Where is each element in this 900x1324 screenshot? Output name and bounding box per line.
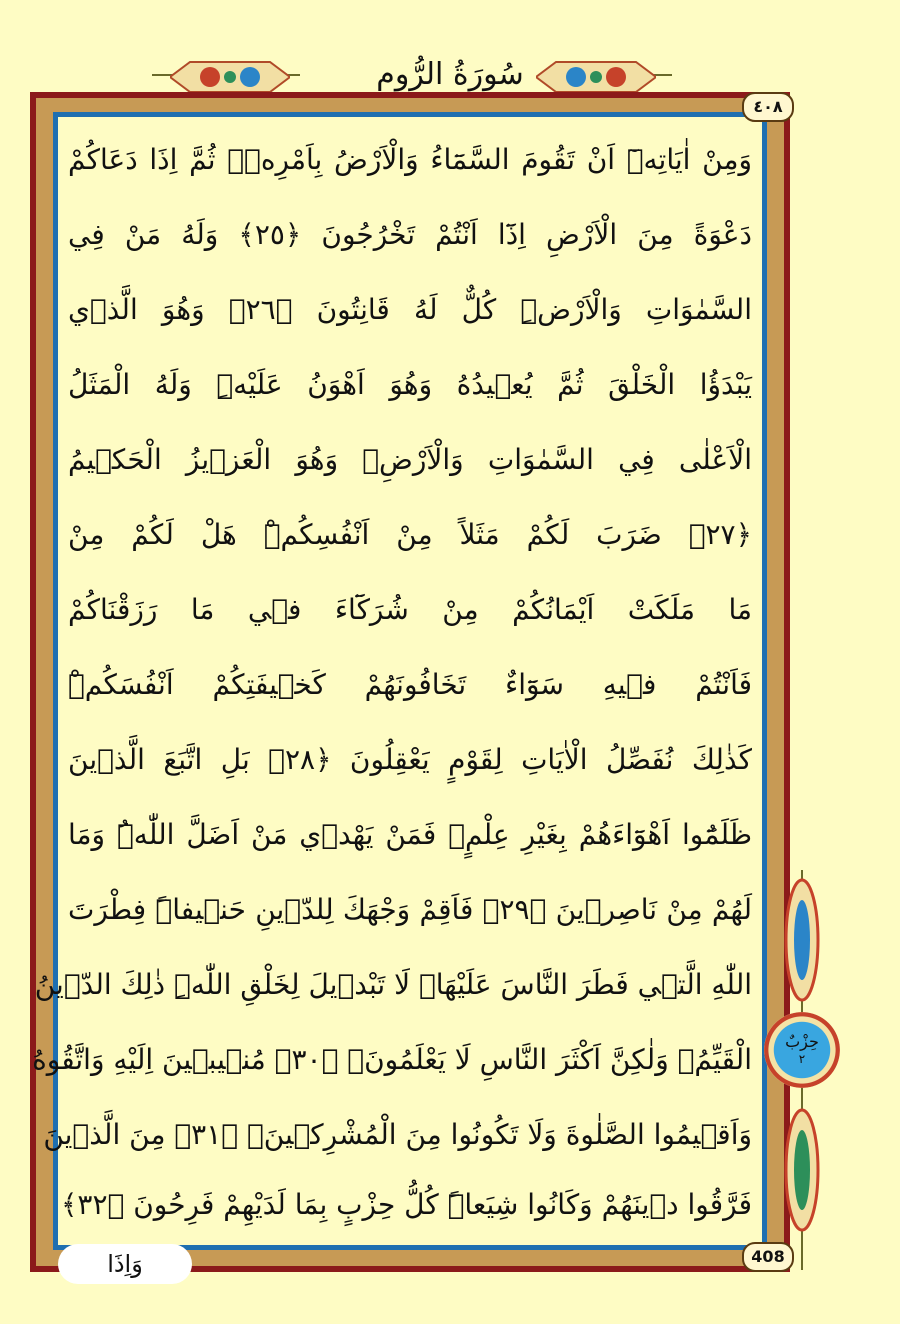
text-line: لَهُمْ مِنْ نَاصِر۪ينَ ﴿٢٩﴾ فَاَقِمْ وَجْهَكَ لِلدّ۪ينِ حَن۪يفاًۜ فِطْرَتَ: [68, 893, 752, 926]
text-line: دَعْوَةً مِنَ الْاَرْضِ اِذَٓا اَنْتُمْ تَخْرُجُونَ ﴿٢٥﴾ وَلَهُ مَنْ فِي: [68, 218, 752, 251]
text-line: وَاَق۪يمُوا الصَّلٰوةَ وَلَا تَكُونُوا مِنَ الْمُشْرِك۪ينَۙ ﴿٣١﴾ مِنَ الَّذ۪ينَ: [43, 1118, 752, 1151]
hizb-label: حِزْبٌ: [785, 1032, 819, 1051]
page-number-top: ٤٠٨: [742, 92, 794, 122]
header-ornament-left-icon: [170, 58, 290, 96]
text-line: فَاَنْتُمْ ف۪يهِ سَوَٓاءٌ تَخَافُونَهُمْ كَخ۪يفَتِكُمْ اَنْفُسَكُمْۜ: [68, 668, 752, 701]
surah-title: سُورَةُ الرُّومِ: [376, 57, 524, 92]
text-line: وَمِنْ اٰيَاتِه۪ٓ اَنْ تَقُومَ السَّمَٓاءُ وَالْاَرْضُ بِاَمْرِه۪ۜ ثُمَّ اِذَا دَعَاكُمْ: [68, 143, 752, 176]
text-line: اللّٰهِ الَّت۪ي فَطَرَ النَّاسَ عَلَيْهَاۜ لَا تَبْد۪يلَ لِخَلْقِ اللّٰهِۜ ذٰلِكَ الدّ۪ينُ: [34, 968, 752, 1001]
text-line: الْاَعْلٰى فِي السَّمٰوَاتِ وَالْاَرْضِۚ وَهُوَ الْعَز۪يزُ الْحَك۪يمُ: [68, 443, 752, 476]
text-line: يَبْدَؤُا الْخَلْقَ ثُمَّ يُع۪يدُهُ وَهُوَ اَهْوَنُ عَلَيْهِۜ وَلَهُ الْمَثَلُ: [68, 368, 752, 401]
text-line: السَّمٰوَاتِ وَالْاَرْضِۜ كُلٌّ لَهُ قَانِتُونَ ﴿٢٦﴾ وَهُوَ الَّذ۪ي: [68, 293, 752, 326]
text-line: مَا مَلَكَتْ اَيْمَانُكُمْ مِنْ شُرَكَٓاءَ ف۪ي مَا رَزَقْنَاكُمْ: [68, 593, 752, 626]
text-line: الْقَيِّمُۙ وَلٰكِنَّ اَكْثَرَ النَّاسِ لَا يَعْلَمُونَۙ ﴿٣٠﴾ مُن۪يب۪ينَ اِلَيْهِ وَاتَّقُوهُ: [32, 1043, 752, 1076]
text-line: كَذٰلِكَ نُفَصِّلُ الْاٰيَاتِ لِقَوْمٍ يَعْقِلُونَ ﴿٢٨﴾ بَلِ اتَّبَعَ الَّذ۪ينَ: [68, 743, 752, 776]
page-number-bottom: 408: [742, 1242, 794, 1272]
text-line: ﴿٢٧﴾ ضَرَبَ لَكُمْ مَثَلاً مِنْ اَنْفُسِكُمْۜ هَلْ لَكُمْ مِنْ: [68, 518, 752, 551]
text-line: ظَلَمُٓوا اَهْوَٓاءَهُمْ بِغَيْرِ عِلْمٍۚ فَمَنْ يَهْد۪ي مَنْ اَضَلَّ اللّٰهُۜ وَمَا: [68, 818, 752, 851]
hizb-marker: [764, 1012, 840, 1088]
text-line: فَرَّقُوا د۪ينَهُمْ وَكَانُوا شِيَعاًۜ كُلُّ حِزْبٍ بِمَا لَدَيْهِمْ فَرِحُونَ ﴿٣٢﴾: [61, 1188, 752, 1221]
catchword: وَاِذَا: [58, 1244, 192, 1284]
hizb-number: ٢: [798, 1052, 806, 1066]
